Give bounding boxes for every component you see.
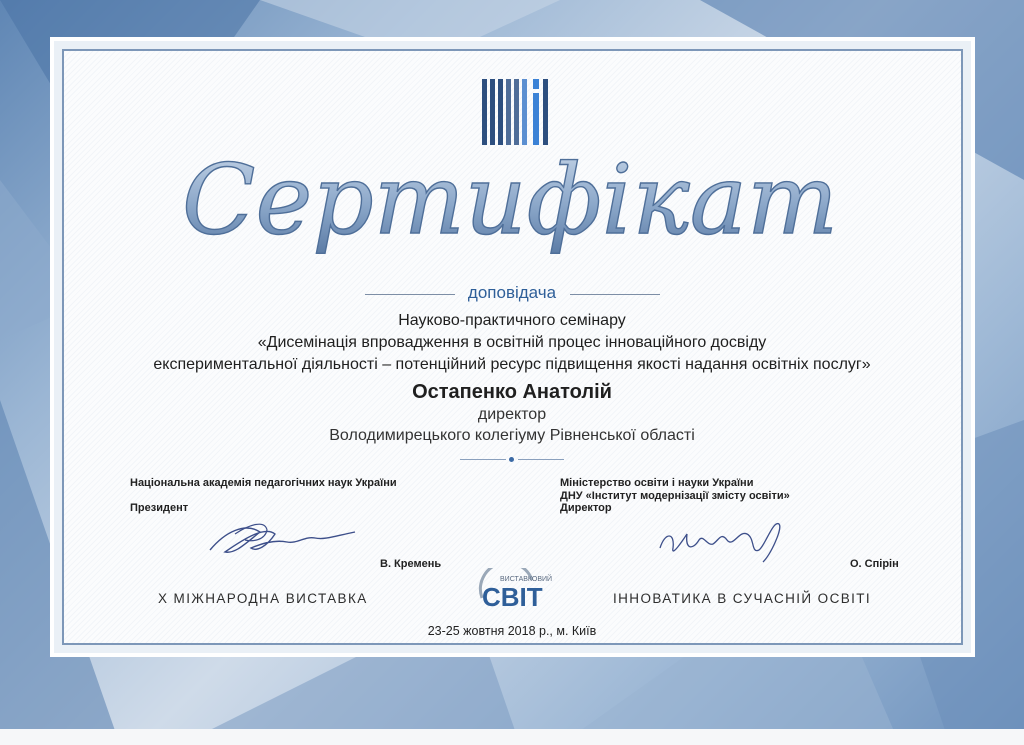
recipient-organization: Володимирецького колегіуму Рівненської області	[329, 427, 695, 444]
bottom-strip	[0, 729, 1024, 745]
left-signatory-role: Президент	[130, 502, 189, 514]
right-signatory-role: Директор	[560, 502, 612, 514]
svg-text:Сертифікат: Сертифікат	[181, 144, 839, 256]
expo-left-text: X МІЖНАРОДНА ВИСТАВКА	[158, 591, 368, 606]
brand-small-text: ВИСТАВКОВИЙ	[500, 576, 553, 583]
event-date-place: 23-25 жовтня 2018 р., м. Київ	[427, 624, 597, 638]
right-signatory-org-line2: ДНУ «Інститут модернізації змісту освіти»	[560, 490, 790, 502]
svit-expo-logo	[472, 568, 552, 614]
left-signature	[205, 512, 365, 564]
ornament-divider	[460, 457, 564, 463]
brand-big-text: СВІТ	[482, 582, 543, 612]
right-signatory-name: О. Спірін	[850, 558, 899, 570]
divider-right	[570, 294, 660, 295]
recipient-position: директор	[477, 406, 547, 423]
left-signatory-name: В. Кремень	[380, 558, 442, 570]
expo-right-text: ІННОВАТИКА В СУЧАСНІЙ ОСВІТІ	[613, 591, 872, 606]
role-label: доповідача	[467, 283, 557, 302]
certificate-title	[110, 118, 910, 278]
left-signatory-org: Національна академія педагогічних наук України	[130, 477, 397, 489]
right-signatory-org-line1: Міністерство освіти і науки України	[560, 477, 754, 489]
recipient-name: Остапенко Анатолій	[412, 381, 612, 403]
event-line-2: «Дисемінація впровадження в освітній процес інноваційного досвіду	[257, 334, 767, 351]
event-line-1: Науково-практичного семінару	[398, 312, 626, 329]
right-signature	[655, 510, 795, 570]
event-line-3: експериментальної діяльності – потенційний ресурс підвищення якості надання освітніх послуг»	[153, 356, 871, 373]
